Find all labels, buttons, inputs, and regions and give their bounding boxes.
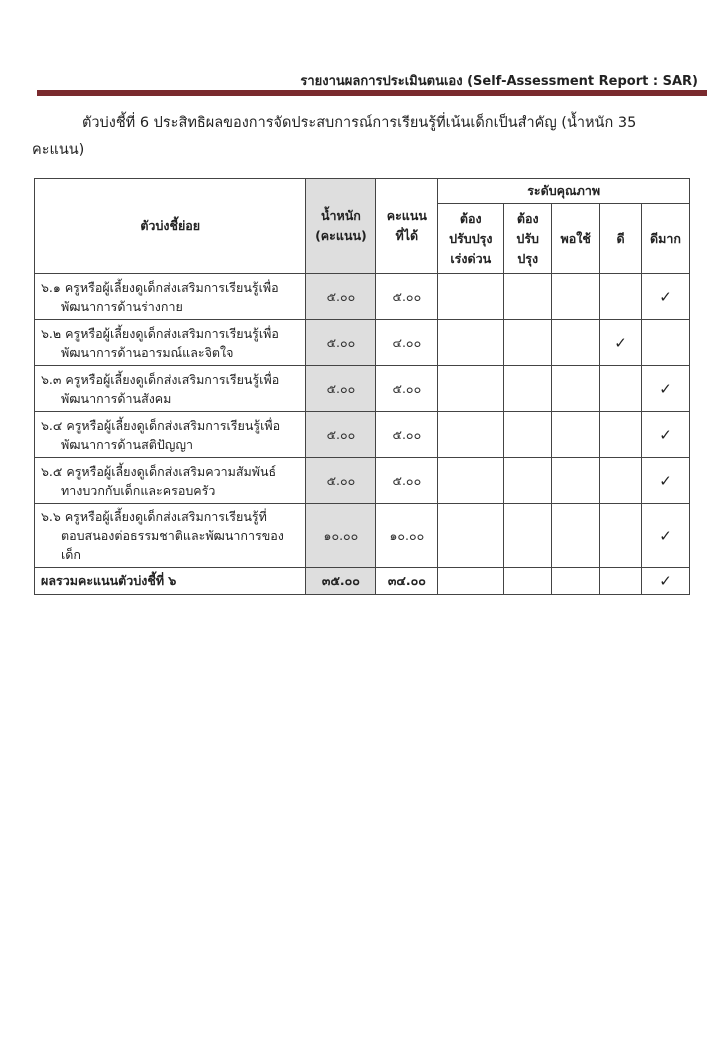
quality-level-cell: [504, 412, 552, 458]
quality-level-cell: [552, 412, 600, 458]
level-2-line3: ปรุง: [517, 250, 539, 266]
header-level-2: [504, 204, 552, 274]
quality-level-cell: [438, 412, 504, 458]
quality-level-cell: [642, 458, 690, 504]
check-mark-icon: ✓: [659, 379, 672, 398]
quality-level-cell: [438, 568, 504, 595]
quality-level-cell: [642, 412, 690, 458]
quality-level-cell: [438, 504, 504, 568]
check-mark-icon: ✓: [659, 526, 672, 545]
header-score-line2: ที่ได้: [395, 228, 419, 243]
quality-level-cell: [600, 274, 642, 320]
quality-level-cell: [552, 366, 600, 412]
total-score: ๓๔.๐๐: [376, 568, 438, 595]
table-row: [35, 504, 690, 568]
table-row: [35, 412, 690, 458]
level-1-line2: ปรับปรุง: [449, 230, 493, 246]
score-cell: ๕.๐๐: [376, 274, 438, 320]
quality-level-cell: [642, 366, 690, 412]
quality-level-cell: [552, 504, 600, 568]
indicator-line2: พัฒนาการด้านร่างกาย: [61, 298, 183, 314]
header-level-1: [438, 204, 504, 274]
quality-level-cell: [600, 458, 642, 504]
table-row: [35, 320, 690, 366]
report-header-title: รายงานผลการประเมินตนเอง (Self-Assessment Report : SAR): [300, 74, 698, 89]
quality-level-cell: [642, 504, 690, 568]
weight-cell: ๕.๐๐: [306, 366, 376, 412]
header-weight: [306, 179, 376, 274]
quality-level-cell: [552, 458, 600, 504]
quality-level-cell: [504, 366, 552, 412]
check-mark-icon: ✓: [659, 425, 672, 444]
quality-level-cell: [600, 320, 642, 366]
check-mark-icon: ✓: [659, 287, 672, 306]
indicator-line1: ๖.๖ ครูหรือผู้เลี้ยงดูเด็กส่งเสริมการเรียนรู้ที่: [41, 509, 267, 524]
quality-level-cell: [504, 458, 552, 504]
level-2-line2: ปรับ: [516, 230, 539, 246]
level-2-line1: ต้อง: [516, 210, 539, 226]
header-score: [376, 179, 438, 274]
header-level-3: พอใช้: [552, 204, 600, 274]
quality-level-cell: [438, 366, 504, 412]
indicator-line1: ๖.๕ ครูหรือผู้เลี้ยงดูเด็กส่งเสริมความสัมพันธ์: [41, 463, 277, 479]
table-row: [35, 366, 690, 412]
quality-level-cell: [438, 320, 504, 366]
indicator-line2: ตอบสนองต่อธรรมชาติและพัฒนาการของเด็ก: [61, 528, 284, 562]
weight-cell: ๕.๐๐: [306, 320, 376, 366]
quality-level-cell: [438, 274, 504, 320]
quality-level-cell: [642, 274, 690, 320]
quality-level-cell: [504, 320, 552, 366]
header-score-line1: คะแนน: [386, 208, 427, 223]
indicator-line2: พัฒนาการด้านสังคม: [61, 390, 172, 406]
indicator-table: [34, 178, 690, 595]
quality-level-cell: [642, 320, 690, 366]
indicator-line1: ๖.๒ ครูหรือผู้เลี้ยงดูเด็กส่งเสริมการเรียนรู้เพื่อ: [41, 325, 279, 341]
total-label: ผลรวมคะแนนตัวบ่งชี้ที่ ๖: [35, 568, 306, 595]
header-indicator: ตัวบ่งชี้ย่อย: [35, 179, 306, 274]
check-mark-icon: ✓: [614, 333, 627, 352]
quality-level-cell: [600, 366, 642, 412]
table-row: [35, 274, 690, 320]
quality-level-cell: [600, 412, 642, 458]
indicator-intro: [32, 110, 692, 164]
indicator-cell: [35, 320, 306, 366]
check-mark-icon: ✓: [659, 471, 672, 490]
quality-level-cell: [552, 568, 600, 595]
indicator-line2: พัฒนาการด้านสติปัญญา: [61, 436, 194, 452]
weight-cell: ๕.๐๐: [306, 458, 376, 504]
indicator-line1: ๖.๓ ครูหรือผู้เลี้ยงดูเด็กส่งเสริมการเรียนรู้เพื่อ: [41, 371, 280, 387]
weight-cell: ๕.๐๐: [306, 412, 376, 458]
score-cell: ๔.๐๐: [376, 320, 438, 366]
header-divider: [37, 90, 707, 96]
quality-level-cell: [600, 504, 642, 568]
quality-level-cell: [504, 504, 552, 568]
header-weight-line1: น้ำหนัก: [320, 208, 361, 223]
header-weight-line2: (คะแนน): [315, 228, 367, 243]
score-cell: ๕.๐๐: [376, 412, 438, 458]
quality-level-cell: [600, 568, 642, 595]
indicator-intro-text: ตัวบ่งชี้ที่ 6 ประสิทธิผลของการจัดประสบการณ์การเรียนรู้ที่เน้นเด็กเป็นสำคัญ (น้ำหนัก 35 คะแนน): [32, 115, 637, 158]
indicator-cell: [35, 366, 306, 412]
total-weight: ๓๕.๐๐: [306, 568, 376, 595]
header-level-5: ดีมาก: [642, 204, 690, 274]
quality-level-cell: [504, 274, 552, 320]
quality-level-cell: [552, 274, 600, 320]
indicator-cell: [35, 412, 306, 458]
indicator-line2: ทางบวกกับเด็กและครอบครัว: [61, 482, 216, 498]
weight-cell: ๑๐.๐๐: [306, 504, 376, 568]
quality-level-cell: [552, 320, 600, 366]
weight-cell: ๕.๐๐: [306, 274, 376, 320]
indicator-line1: ๖.๔ ครูหรือผู้เลี้ยงดูเด็กส่งเสริมการเรียนรู้เพื่อ: [41, 417, 281, 433]
header-quality: ระดับคุณภาพ: [438, 179, 690, 204]
header-level-4: ดี: [600, 204, 642, 274]
indicator-cell: [35, 458, 306, 504]
score-cell: ๕.๐๐: [376, 366, 438, 412]
score-cell: ๑๐.๐๐: [376, 504, 438, 568]
quality-level-cell: [504, 568, 552, 595]
indicator-line2: พัฒนาการด้านอารมณ์และจิตใจ: [61, 344, 234, 360]
quality-level-cell: [642, 568, 690, 595]
indicator-line1: ๖.๑ ครูหรือผู้เลี้ยงดูเด็กส่งเสริมการเรียนรู้เพื่อ: [41, 279, 279, 295]
score-cell: ๕.๐๐: [376, 458, 438, 504]
level-1-line1: ต้อง: [459, 210, 482, 226]
table-row: [35, 458, 690, 504]
level-1-line3: เร่งด่วน: [450, 250, 492, 266]
quality-level-cell: [438, 458, 504, 504]
indicator-cell: [35, 504, 306, 568]
total-row: [35, 568, 690, 595]
check-mark-icon: ✓: [659, 572, 672, 590]
indicator-cell: [35, 274, 306, 320]
